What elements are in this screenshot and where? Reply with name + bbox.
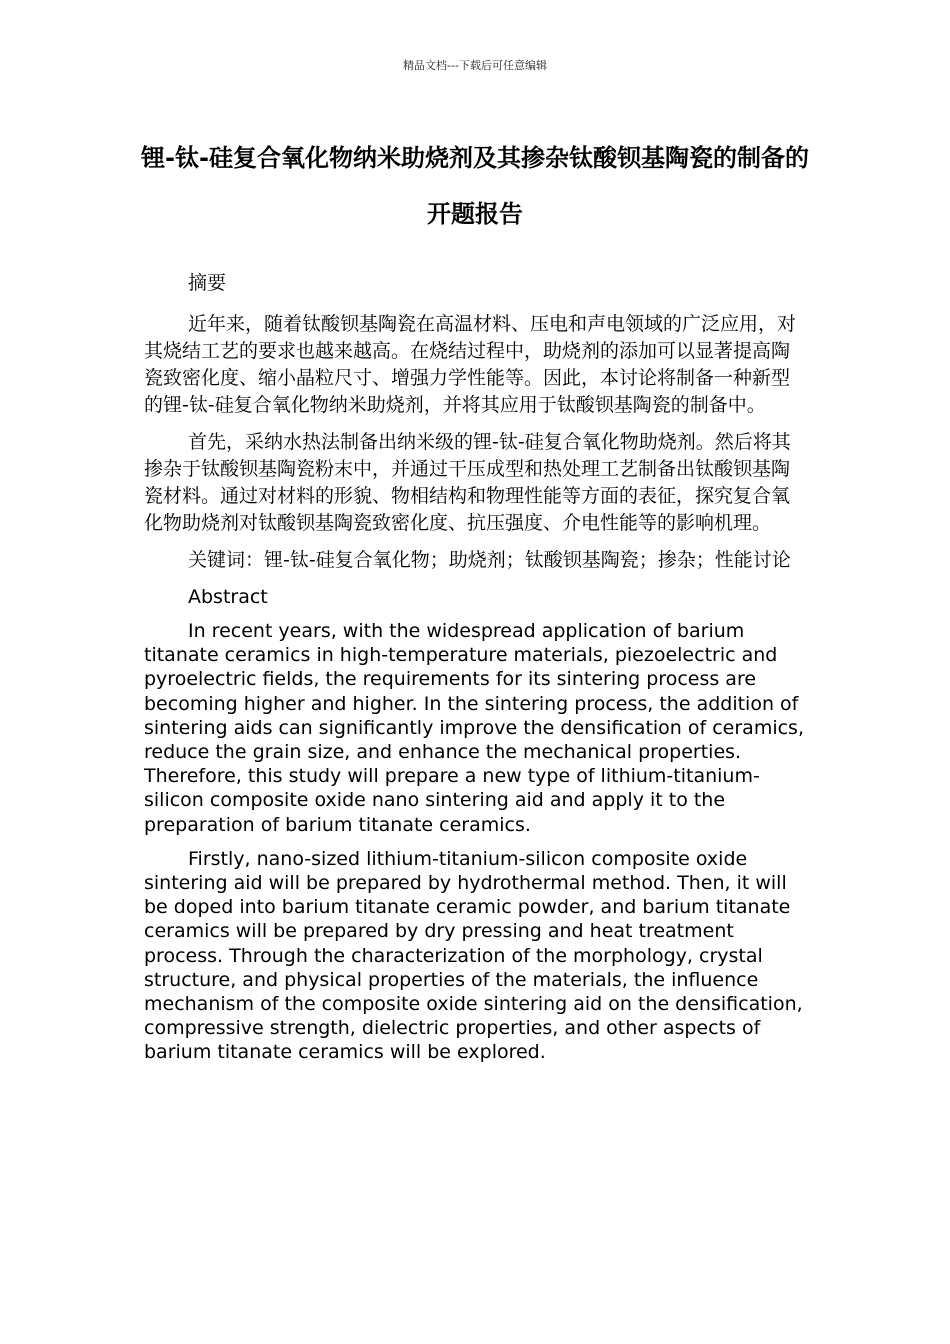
document-title: 锂-钛-硅复合氧化物纳米助烧剂及其掺杂钛酸钡基陶瓷的制备的开题报告 (141, 144, 809, 228)
abstract-cn-heading: 摘要 (188, 272, 227, 294)
abstract-cn-paragraph: 首先，采纳水热法制备出纳米级的锂-钛-硅复合氧化物助烧剂。然后将其掺杂于钛酸钡基陶瓷粉末中，并通过干压成型和热处理工艺制备出钛酸钡基陶瓷材料。通过对材料的形貌、物相结构和物理性能等方面的表征，探究复合氧化物助烧剂对钛酸钡基陶瓷致密化度、抗压强度、介电性能等的影响机理。 (144, 431, 791, 534)
document-body (144, 270, 806, 1075)
keywords-cn: 关键词：锂-钛-硅复合氧化物；助烧剂；钛酸钡基陶瓷；掺杂；性能讨论 (188, 549, 791, 571)
abstract-cn-paragraph: 近年来，随着钛酸钡基陶瓷在高温材料、压电和声电领域的广泛应用，对其烧结工艺的要求也越来越高。在烧结过程中，助烧剂的添加可以显著提高陶瓷致密化度、缩小晶粒尺寸、增强力学性能等。因此，本讨论将制备一种新型的锂-钛-硅复合氧化物纳米助烧剂，并将其应用于钛酸钡基陶瓷的制备中。 (144, 313, 797, 416)
abstract-en-paragraph: Firstly, nano-sized lithium-titanium-silicon composite oxide sintering aid will be prepared by hydrothermal method. Then, it will be doped into barium titanate ceramic powder, and barium titanate ceramics will be prepared by dry pressing and heat treatment process. Through the characterization of the morphology, crystal structure, and physical properties of the materials, the influence mechanism of the composite oxide sintering aid on the densification, compressive strength, dielectric properties, and other aspects of barium titanate ceramics will be explored. (144, 847, 803, 1064)
page-header-note: 精品文档---下载后可任意编辑 (403, 59, 547, 72)
abstract-en-heading: Abstract (188, 586, 268, 608)
abstract-en-paragraph: In recent years, with the widespread application of barium titanate ceramics in high-temperature materials, piezoelectric and pyroelectric fields, the requirements for its sintering process are becoming higher and higher. In the sintering process, the addition of sintering aids can significantly improve the densification of ceramics, reduce the grain size, and enhance the mechanical properties. Therefore, this study will prepare a new type of lithium-titanium-silicon composite oxide nano sintering aid and apply it to the preparation of barium titanate ceramics. (144, 620, 804, 836)
